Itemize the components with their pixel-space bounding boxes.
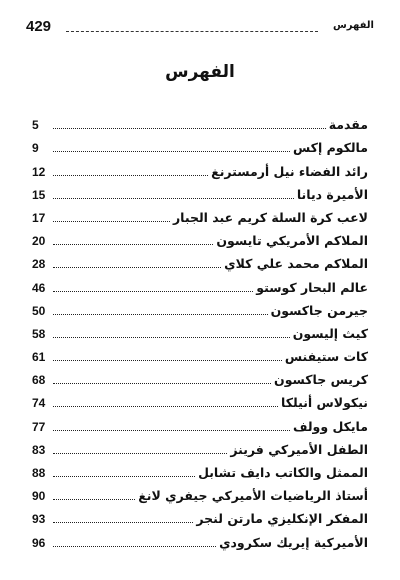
running-title: الفهرس [332,20,374,31]
dot-leader [53,291,253,292]
page-title: الفهرس [165,62,235,82]
toc-entry-title: نيكولاس أنيلكا [281,395,368,411]
dot-leader [53,151,290,152]
dot-leader [53,476,195,477]
toc-entry-title: لاعب كرة السلة كريم عبد الجبار [172,209,368,225]
toc-entry-title: أستاذ الرياضيات الأميركي جيفري لانغ [138,488,368,504]
toc-entry-page: 74 [32,396,46,411]
toc-entry-title: كات ستيفنس [284,349,368,365]
dot-leader [53,522,193,523]
toc-entry[interactable] [32,527,368,550]
toc-entry[interactable] [32,319,368,342]
dot-leader [53,314,268,315]
toc-entry-title: الملاكم الأمريكي تايسون [216,233,368,249]
dot-leader [53,337,290,338]
toc-entry-title: عالم البحار كوستو [256,279,368,295]
toc-entry-page: 15 [32,187,46,202]
dot-leader [53,267,221,268]
toc-entry-title: الأميركية إيريك سكرودي [219,534,368,550]
toc-entry-page: 28 [32,257,46,272]
dot-leader [53,499,135,500]
toc-entry-page: 50 [32,303,46,318]
toc-entry[interactable] [32,411,368,434]
toc-entry[interactable] [32,388,368,411]
dot-leader [53,128,326,129]
dot-leader [53,430,290,431]
toc-entry-title: الملاكم محمد علي كلاي [224,256,368,272]
toc-entry[interactable] [32,272,368,295]
toc-entry-title: الأميرة ديانا [296,186,368,202]
toc-entry-page: 9 [32,141,39,156]
toc-entry[interactable] [32,458,368,481]
toc-entry[interactable] [32,365,368,388]
toc-entry[interactable] [32,156,368,179]
toc-entry[interactable] [32,249,368,272]
toc-entry[interactable] [32,481,368,504]
toc-entry-page: 77 [32,419,46,434]
toc-entry-title: مايكل وولف [292,418,368,434]
toc-entry-page: 96 [32,535,46,550]
toc-entry-page: 5 [32,118,39,133]
toc-entry-page: 83 [32,442,46,457]
dot-leader [53,175,208,176]
toc-entry-page: 12 [32,164,46,179]
toc-entry-page: 20 [32,234,46,249]
toc-entry-page: 90 [32,489,46,504]
toc-entry-title: كريس جاكسون [274,372,368,388]
toc-entry-title: الطفل الأميركي فرينز [230,441,368,457]
toc-entry[interactable] [32,296,368,319]
toc-entry-page: 46 [32,280,46,295]
toc-entry-page: 88 [32,466,46,480]
toc-entry-page: 68 [32,373,46,388]
toc-entry-page: 61 [32,350,46,365]
toc-entry-title: مالكوم إكس [293,140,368,156]
toc-entry[interactable] [32,133,368,156]
toc-entry[interactable] [32,435,368,458]
dot-leader [53,198,294,199]
toc-entry[interactable] [32,226,368,249]
header-divider [66,31,318,32]
dot-leader [53,406,278,407]
toc-entry[interactable] [32,180,368,203]
toc-list [32,110,368,551]
toc-entry-title: مقدمة [328,117,368,133]
toc-entry-title: الممثل والكاتب دايف تشابل [198,465,368,480]
dot-leader [53,546,216,547]
toc-entry[interactable] [32,110,368,133]
toc-entry[interactable] [32,342,368,365]
toc-entry-page: 17 [32,210,46,225]
dot-leader [53,244,213,245]
dot-leader [53,453,227,454]
toc-entry-page: 93 [32,512,46,527]
toc-entry-title: المفكر الإنكليزي مارتن لنجر [196,511,368,527]
page-number: 429 [26,18,52,35]
page-header [26,20,374,38]
toc-entry-title: رائد الفضاء نيل أرمسترنغ [211,163,368,179]
dot-leader [53,383,271,384]
toc-entry-title: جيرمن جاكسون [270,302,368,318]
dot-leader [53,360,282,361]
toc-entry[interactable] [32,504,368,527]
toc-entry-title: كيث إليسون [292,325,368,341]
toc-entry-page: 58 [32,326,46,341]
toc-entry[interactable] [32,203,368,226]
dot-leader [53,221,170,222]
